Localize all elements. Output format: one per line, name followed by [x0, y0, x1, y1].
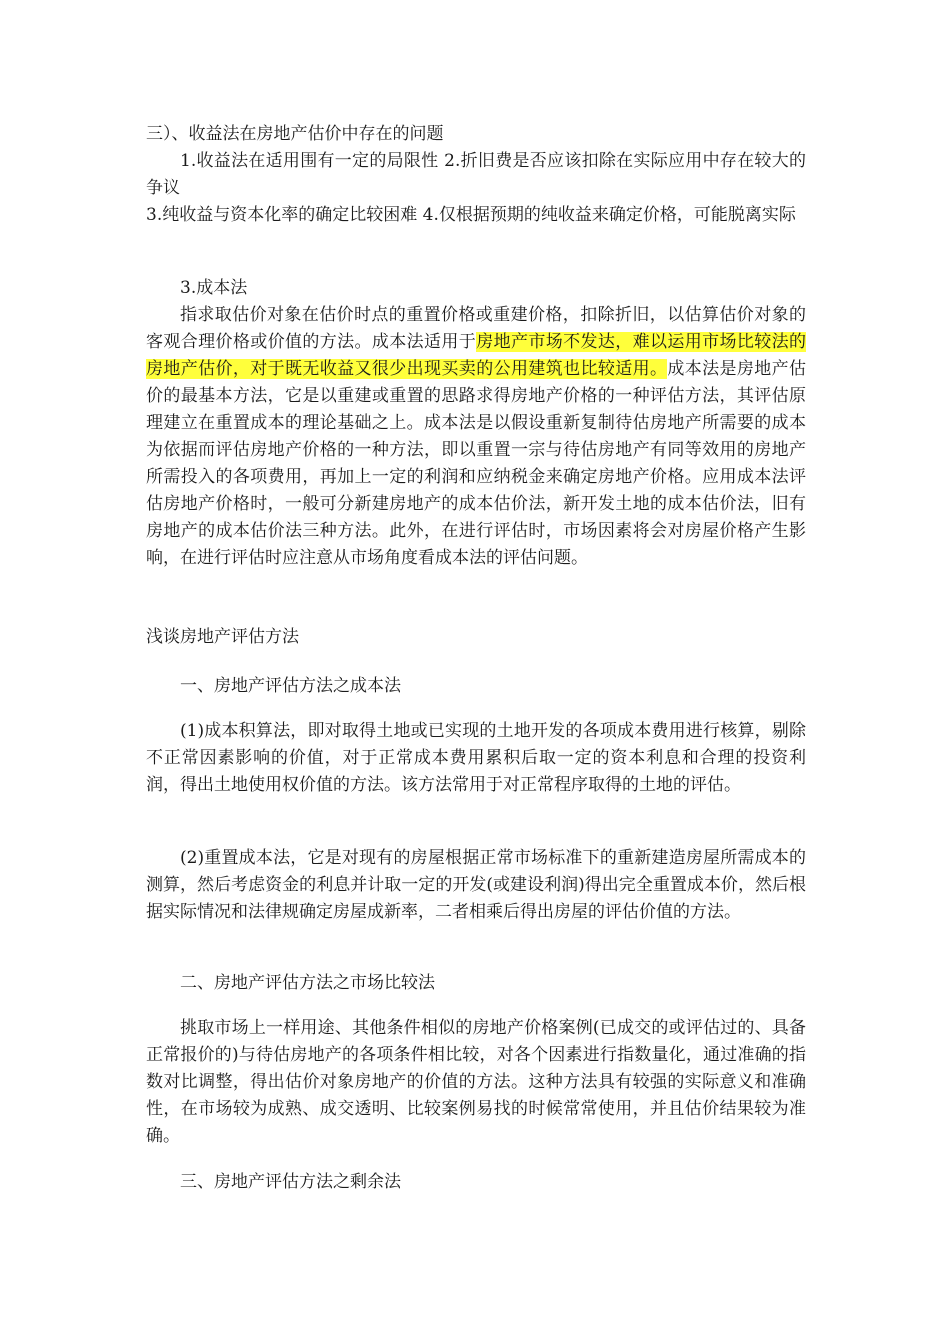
section-heading-income-method-problems: 三）、收益法在房地产估价中存在的问题 — [146, 124, 444, 144]
heading-residual-method: 三、房地产评估方法之剩余法 — [180, 1172, 401, 1192]
cost-method-paragraph — [146, 302, 806, 572]
section-heading-cost-method: 3.成本法 — [180, 278, 248, 298]
paragraph-cost-accumulation: (1)成本积算法，即对取得土地或已实现的土地开发的各项成本费用进行核算，剔除不正常因素影响的价值，对于正常成本费用累积后取一定的资本利息和合理的投资利润，得出土地使用权价值的方法。该方法常用于对正常程序取得的土地的评估。 — [146, 721, 806, 795]
heading-market-comparison: 二、房地产评估方法之市场比较法 — [180, 973, 435, 993]
heading-cost-approach: 一、房地产评估方法之成本法 — [180, 676, 401, 696]
paragraph-replacement-cost: (2)重置成本法，它是对现有的房屋根据正常市场标准下的重新建造房屋所需成本的测算，然后考虑资金的利息并计取一定的开发(或建设利润)得出完全重置成本价，然后根据实际情况和法律规确定房屋成新率，二者相乘后得出房屋的评估价值的方法。 — [146, 848, 806, 922]
income-method-problems-list — [146, 148, 806, 229]
article-title: 浅谈房地产评估方法 — [146, 627, 299, 647]
highlighted-text: 房地产市场不发达，难以运用市场比较法的房地产估价，对于既无收益又很少出现买卖的公用建筑也比较适用。 — [146, 332, 807, 379]
problems-line-2: 3.纯收益与资本化率的确定比较困难 4.仅根据预期的纯收益来确定价格，可能脱离实际 — [146, 205, 796, 225]
cost-method-text-a: 指求取估价对象在估价时点的重置价格或重建价格，扣除折旧，以估算估价对象的客观合理价格或价值的方法。成本法适用于 — [146, 305, 806, 352]
cost-method-text-b: 成本法是房地产估价的最基本方法，它是以重建或重置的思路求得房地产价格的一种评估方法，其评估原理建立在重置成本的理论基础之上。成本法是以假设重新复制待估房地产所需要的成本为依据而评估房地产价格的一种方法，即以重置一宗与待估房地产有同等效用的房地产所需投入的各项费用，再加上一定的利润和应纳税金来确定房地产价格。应用成本法评估房地产价格时，一般可分新建房地产的成本估价法，新开发土地的成本估价法，旧有房地产的成本估价法三种方法。此外，在进行评估时，市场因素将会对房屋价格产生影响，在进行评估时应注意从市场角度看成本法的评估问题。 — [146, 359, 807, 568]
paragraph-market-comparison: 挑取市场上一样用途、其他条件相似的房地产价格案例(已成交的或评估过的、具备正常报价的)与待估房地产的各项条件相比较，对各个因素进行指数量化，通过准确的指数对比调整，得出估价对象房地产的价值的方法。这种方法具有较强的实际意义和准确性，在市场较为成熟、成交透明、比较案例易找的时候常常使用，并且估价结果较为准确。 — [146, 1018, 806, 1146]
problems-line-1: 1.收益法在适用围有一定的局限性 2.折旧费是否应该扣除在实际应用中存在较大的争议 — [146, 151, 806, 198]
